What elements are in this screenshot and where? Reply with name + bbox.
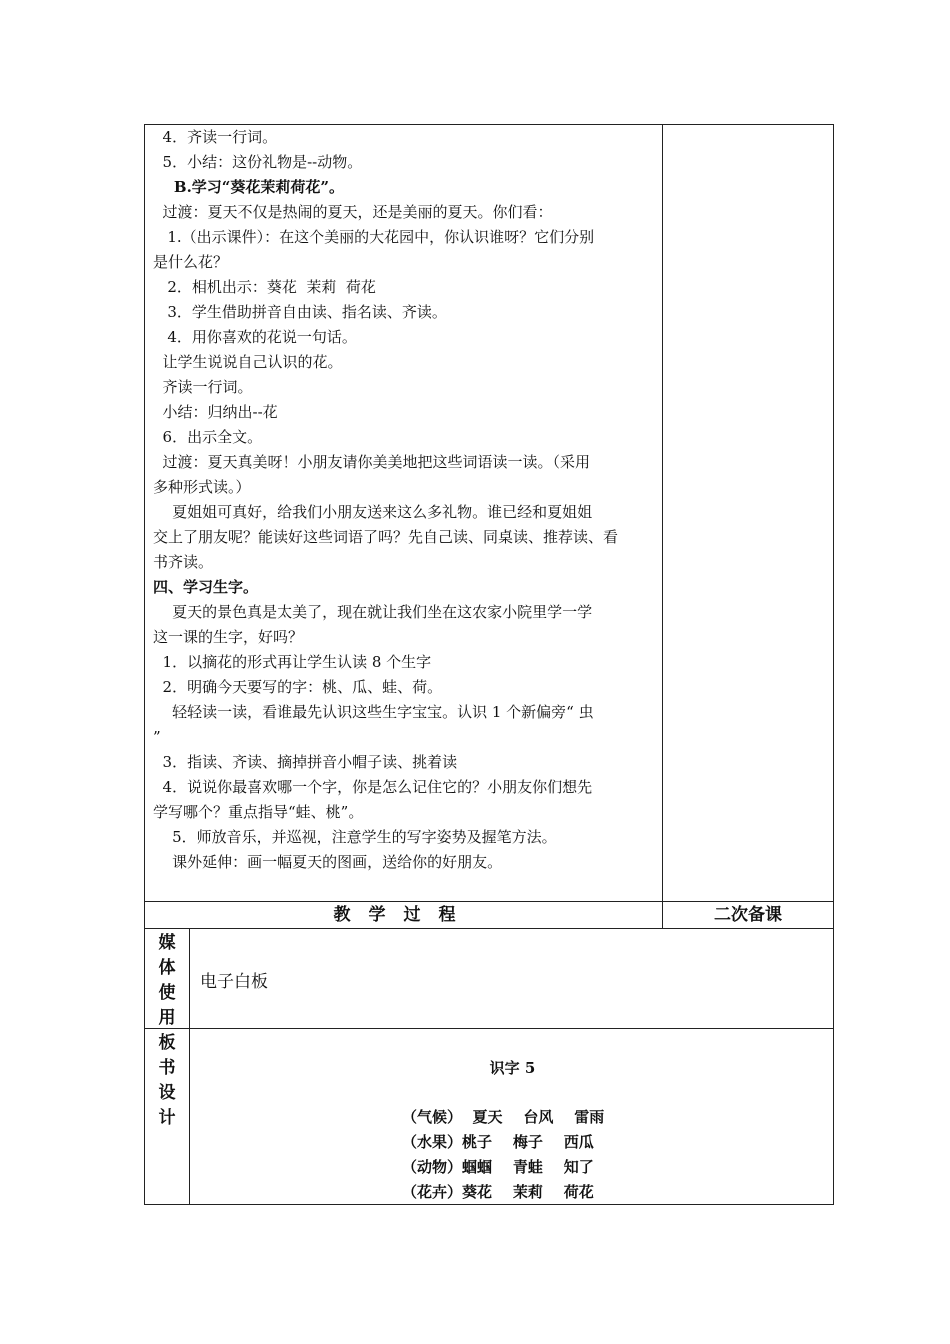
content-line: 4．齐读一行词。 bbox=[153, 128, 278, 146]
content-line: 让学生说说自己认识的花。 bbox=[153, 353, 343, 371]
content-line: 4．用你喜欢的花说一句话。 bbox=[153, 328, 357, 346]
content-line: 交上了朋友呢？能读好这些词语了吗？先自己读、同桌读、推荐读、看 bbox=[153, 528, 619, 546]
content-line: 2．明确今天要写的字：桃、瓜、蛙、荷。 bbox=[153, 678, 443, 696]
blackboard-line: （动物）蝈蝈 青蛙 知了 bbox=[402, 1158, 594, 1176]
content-line: 1．以摘花的形式再让学生认读 8 个生字 bbox=[153, 653, 432, 671]
content-line: 课外延伸：画一幅夏天的图画，送给你的好朋友。 bbox=[153, 853, 503, 871]
content-line: 5．小结：这份礼物是--动物。 bbox=[153, 153, 363, 171]
content-line: 学写哪个？重点指导“蛙、桃”。 bbox=[153, 803, 364, 821]
content-line: 这一课的生字，好吗？ bbox=[153, 628, 304, 646]
blackboard-line: （气候） 夏天 台风 雷雨 bbox=[402, 1108, 605, 1126]
media-usage-value: 电子白板 bbox=[200, 972, 268, 992]
blackboard-lines bbox=[402, 1105, 604, 1205]
content-line: 2．相机出示：葵花 茉莉 荷花 bbox=[153, 278, 376, 296]
blackboard-line: （水果）桃子 梅子 西瓜 bbox=[402, 1133, 594, 1151]
content-line: 书齐读。 bbox=[153, 553, 214, 571]
blackboard-design-label: 板 书 设 计 bbox=[158, 1033, 176, 1128]
content-line: ” bbox=[153, 728, 161, 746]
media-usage-label: 媒 体 使 用 bbox=[158, 933, 176, 1028]
content-line: 1.（出示课件）：在这个美丽的大花园中，你认识谁呀？它们分别 bbox=[153, 228, 595, 246]
content-line: 过渡：夏天不仅是热闹的夏天，还是美丽的夏天。你们看： bbox=[153, 203, 553, 221]
teaching-content bbox=[153, 125, 657, 875]
content-line: 是什么花？ bbox=[153, 253, 229, 271]
content-line: 5．师放音乐，并巡视，注意学生的写字姿势及握笔方法。 bbox=[153, 828, 557, 846]
content-line: 多种形式读。） bbox=[153, 478, 251, 496]
content-line: 3．指读、齐读、摘掉拼音小帽子读、挑着读 bbox=[153, 753, 458, 771]
content-line: B.学习“葵花茉莉荷花”。 bbox=[153, 178, 345, 196]
blackboard-design-row bbox=[144, 1028, 834, 1205]
content-line: 过渡：夏天真美呀！小朋友请你美美地把这些词语读一读。（采用 bbox=[153, 453, 591, 471]
table-header-row bbox=[144, 901, 834, 929]
content-line: 夏姐姐可真好，给我们小朋友送来这么多礼物。谁已经和夏姐姐 bbox=[153, 503, 593, 521]
teaching-process-header: 教学过程 bbox=[333, 905, 474, 925]
content-line: 齐读一行词。 bbox=[153, 378, 253, 396]
content-line: 4．说说你最喜欢哪一个字，你是怎么记住它的？小朋友你们想先 bbox=[153, 778, 593, 796]
content-line: 6．出示全文。 bbox=[153, 428, 263, 446]
media-usage-row bbox=[144, 928, 834, 1029]
content-line: 四、学习生字。 bbox=[153, 578, 259, 596]
teaching-content-table bbox=[144, 124, 834, 902]
content-line: 夏天的景色真是太美了，现在就让我们坐在这农家小院里学一学 bbox=[153, 603, 593, 621]
row-label-divider bbox=[189, 929, 190, 1028]
blackboard-title: 识字 5 bbox=[489, 1059, 536, 1077]
second-preparation-header: 二次备课 bbox=[714, 905, 782, 925]
row-label-divider bbox=[189, 1029, 190, 1204]
blackboard-line: （花卉）葵花 茉莉 荷花 bbox=[402, 1183, 594, 1201]
column-divider bbox=[662, 125, 663, 901]
content-line: 小结：归纳出--花 bbox=[153, 403, 278, 421]
content-line: 轻轻读一读，看谁最先认识这些生字宝宝。认识 1 个新偏旁“ 虫 bbox=[153, 703, 594, 721]
content-line: 3．学生借助拼音自由读、指名读、齐读。 bbox=[153, 303, 447, 321]
